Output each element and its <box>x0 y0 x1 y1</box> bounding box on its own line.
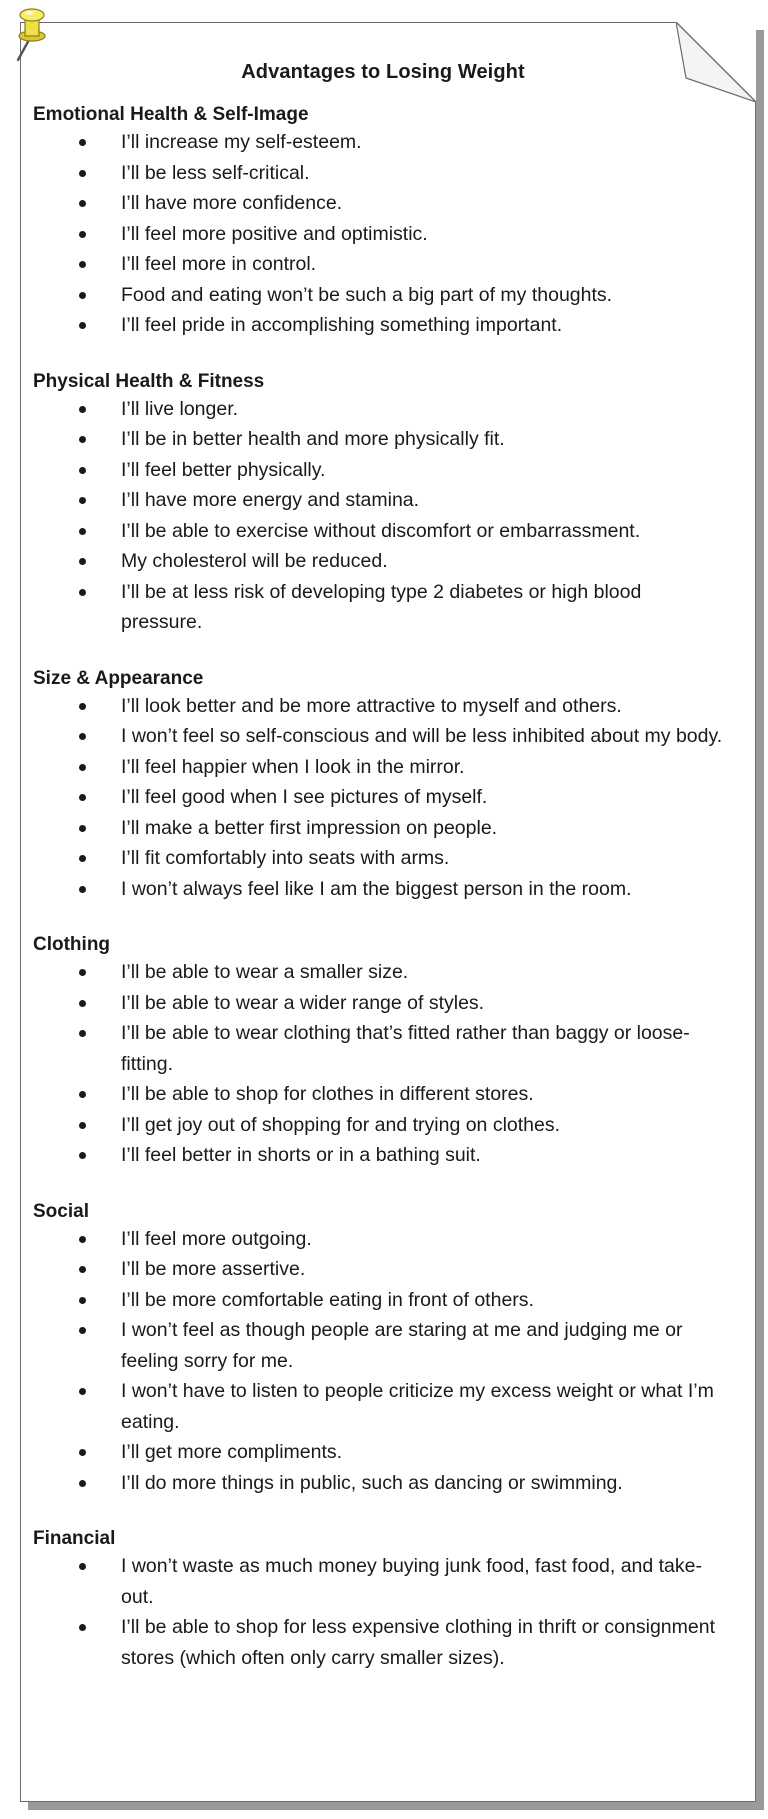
section <box>33 371 733 638</box>
bullet-icon <box>79 1091 86 1098</box>
bullet-icon <box>79 764 86 771</box>
list-item <box>33 1285 733 1316</box>
section-heading: Physical Health & Fitness <box>33 370 265 392</box>
list-item <box>33 1551 733 1612</box>
bullet-icon <box>79 1152 86 1159</box>
bullet-icon <box>79 589 86 596</box>
list-item-text: I’ll be less self-critical. <box>121 161 310 184</box>
section-heading: Emotional Health & Self-Image <box>33 104 309 125</box>
bullet-icon <box>79 1030 86 1037</box>
list-item <box>33 577 733 638</box>
list-item-text: I’ll have more confidence. <box>121 192 343 214</box>
list-item-text: I’ll feel happier when I look in the mirror. <box>121 755 465 778</box>
section-heading: Social <box>33 1200 89 1222</box>
bullet-icon <box>79 467 86 474</box>
list-item-text: I’ll feel good when I see pictures of myself. <box>121 786 488 808</box>
list-item <box>33 1140 733 1171</box>
list-item-text: I’ll increase my self-esteem. <box>121 131 362 153</box>
list-item <box>33 988 733 1019</box>
list-item-text: I won’t always feel like I am the biggest person in the room. <box>121 877 632 900</box>
list-item-text: I’ll get joy out of shopping for and trying on clothes. <box>121 1113 561 1136</box>
list-item-text: I won’t have to listen to people criticize my excess weight or what I’m eating. <box>121 1380 714 1433</box>
list-item-text: I’ll be at less risk of developing type 2 diabetes or high blood pressure. <box>121 580 642 633</box>
bullet-icon <box>79 436 86 443</box>
list-item-text: I’ll be able to wear a smaller size. <box>121 961 409 983</box>
list-item <box>33 843 733 874</box>
list-item <box>33 516 733 547</box>
list-item <box>33 1437 733 1468</box>
bullet-icon <box>79 1000 86 1007</box>
list-item-text: I’ll feel more outgoing. <box>121 1227 312 1250</box>
list-item-text: I won’t feel so self-conscious and will be less inhibited about my body. <box>121 725 723 747</box>
list-item <box>33 310 733 341</box>
bullet-icon <box>79 528 86 535</box>
list-item-text: I’ll feel better in shorts or in a bathing suit. <box>121 1144 481 1166</box>
list-item-text: I’ll feel more in control. <box>121 253 317 275</box>
list-item-text: I’ll make a better first impression on people. <box>121 816 498 839</box>
list-item <box>33 813 733 844</box>
list-item-text: I’ll feel more positive and optimistic. <box>121 222 428 245</box>
section-heading: Financial <box>33 1528 116 1549</box>
bullet-icon <box>79 1327 86 1334</box>
bullet-icon <box>79 1122 86 1129</box>
section <box>33 1201 733 1499</box>
list-item <box>33 455 733 486</box>
section <box>33 934 733 1171</box>
bullet-icon <box>79 794 86 801</box>
list-item <box>33 1224 733 1255</box>
list-item <box>33 1018 733 1079</box>
list-item-text: I’ll feel better physically. <box>121 458 326 481</box>
section <box>33 1528 733 1673</box>
section <box>33 104 733 341</box>
bullet-icon <box>79 1297 86 1304</box>
sections-container <box>33 104 733 1673</box>
bullet-icon <box>79 497 86 504</box>
bullet-list <box>33 127 733 341</box>
list-item <box>33 219 733 250</box>
list-item-text: Food and eating won’t be such a big part of my thoughts. <box>121 283 613 306</box>
list-item <box>33 1110 733 1141</box>
bullet-list <box>33 691 733 905</box>
list-item <box>33 957 733 988</box>
list-item-text: I’ll be more comfortable eating in front of others. <box>121 1288 534 1311</box>
bullet-icon <box>79 231 86 238</box>
list-item <box>33 1468 733 1499</box>
bullet-icon <box>79 558 86 565</box>
bullet-icon <box>79 969 86 976</box>
list-item <box>33 280 733 311</box>
document-body <box>33 61 733 1703</box>
list-item-text: I’ll be in better health and more physically fit. <box>121 428 505 450</box>
list-item-text: I’ll look better and be more attractive to myself and others. <box>121 694 622 717</box>
bullet-icon <box>79 139 86 146</box>
section <box>33 668 733 905</box>
section-heading: Clothing <box>33 934 111 955</box>
bullet-icon <box>79 855 86 862</box>
list-item <box>33 691 733 722</box>
list-item-text: I’ll have more energy and stamina. <box>121 489 420 511</box>
bullet-icon <box>79 1388 86 1395</box>
list-item <box>33 752 733 783</box>
list-item <box>33 158 733 189</box>
bullet-icon <box>79 170 86 177</box>
list-item-text: I won’t waste as much money buying junk food, fast food, and take-out. <box>121 1555 702 1608</box>
list-item <box>33 424 733 455</box>
list-item <box>33 1254 733 1285</box>
note-page <box>20 22 756 1802</box>
list-item <box>33 1079 733 1110</box>
list-item-text: I’ll be able to wear a wider range of styles. <box>121 991 485 1014</box>
bullet-icon <box>79 1266 86 1273</box>
list-item <box>33 1315 733 1376</box>
list-item <box>33 394 733 425</box>
list-item-text: I won’t feel as though people are staring at me and judging me or feeling sorry for me. <box>121 1319 683 1372</box>
list-item-text: I’ll be able to shop for less expensive clothing in thrift or consignment stores (which often only carry smaller sizes). <box>121 1616 715 1669</box>
list-item-text: I’ll fit comfortably into seats with arms. <box>121 847 450 869</box>
list-item-text: I’ll live longer. <box>121 397 239 420</box>
list-item-text: I’ll get more compliments. <box>121 1441 343 1463</box>
bullet-icon <box>79 1480 86 1487</box>
bullet-icon <box>79 1563 86 1570</box>
list-item-text: I’ll be more assertive. <box>121 1258 306 1280</box>
list-item <box>33 782 733 813</box>
bullet-icon <box>79 825 86 832</box>
bullet-icon <box>79 292 86 299</box>
bullet-icon <box>79 406 86 413</box>
pushpin-icon <box>8 2 56 62</box>
bullet-list <box>33 957 733 1171</box>
list-item-text: I’ll do more things in public, such as dancing or swimming. <box>121 1471 623 1494</box>
list-item <box>33 127 733 158</box>
list-item <box>33 1612 733 1673</box>
bullet-icon <box>79 1236 86 1243</box>
bullet-icon <box>79 261 86 268</box>
list-item <box>33 249 733 280</box>
list-item <box>33 188 733 219</box>
list-item <box>33 485 733 516</box>
bullet-list <box>33 1551 733 1673</box>
bullet-list <box>33 1224 733 1499</box>
bullet-icon <box>79 200 86 207</box>
bullet-list <box>33 394 733 638</box>
bullet-icon <box>79 703 86 710</box>
list-item <box>33 1376 733 1437</box>
bullet-icon <box>79 886 86 893</box>
list-item <box>33 721 733 752</box>
bullet-icon <box>79 1449 86 1456</box>
list-item <box>33 874 733 905</box>
document-title: Advantages to Losing Weight <box>241 61 525 83</box>
list-item-text: I’ll be able to shop for clothes in different stores. <box>121 1083 534 1105</box>
bullet-icon <box>79 733 86 740</box>
list-item-text: I’ll be able to wear clothing that’s fitted rather than baggy or loose-fitting. <box>121 1022 690 1075</box>
bullet-icon <box>79 1624 86 1631</box>
list-item-text: I’ll be able to exercise without discomfort or embarrassment. <box>121 519 641 542</box>
bullet-icon <box>79 322 86 329</box>
list-item <box>33 546 733 577</box>
list-item-text: I’ll feel pride in accomplishing something important. <box>121 314 563 336</box>
section-heading: Size & Appearance <box>33 667 204 689</box>
list-item-text: My cholesterol will be reduced. <box>121 550 388 572</box>
